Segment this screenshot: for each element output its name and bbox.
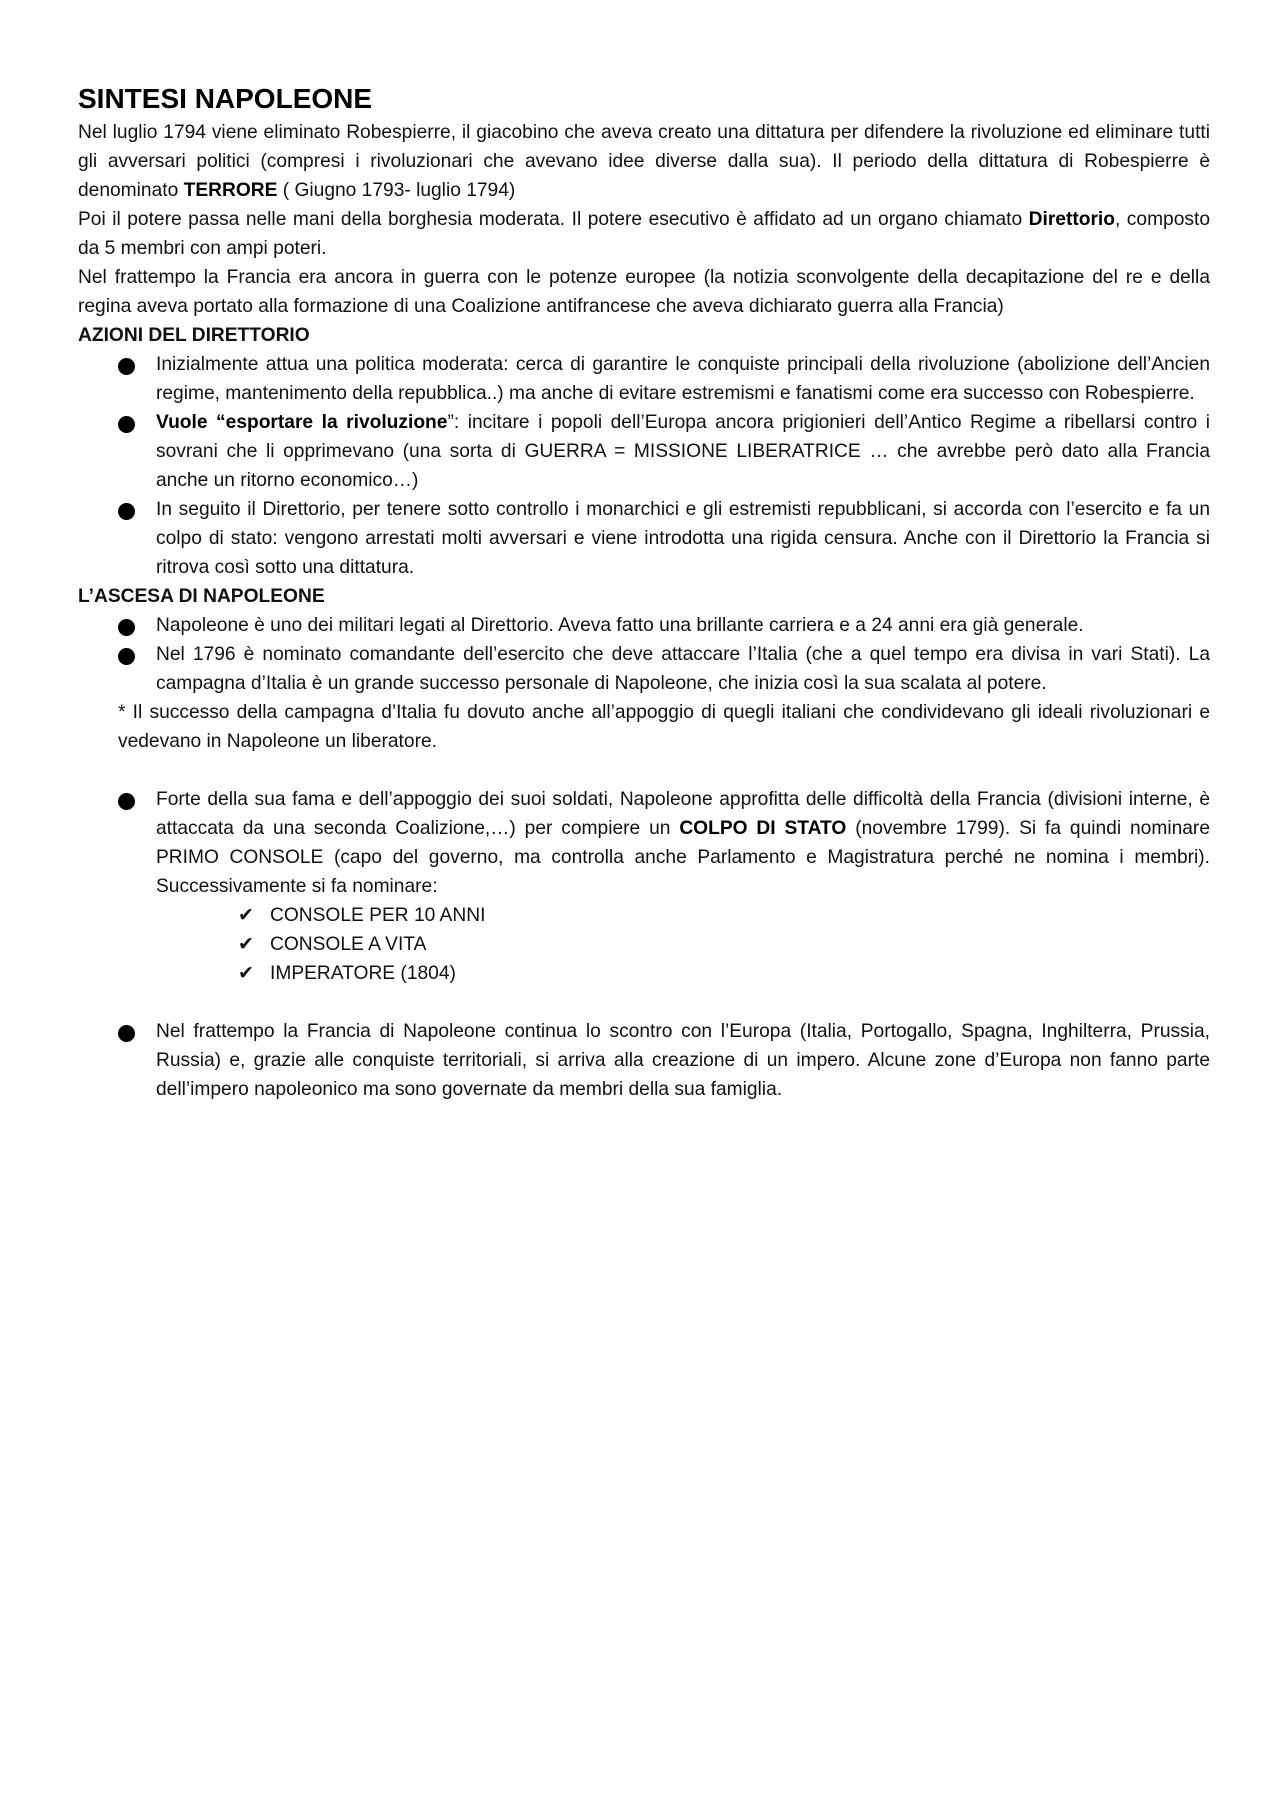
list-item: Napoleone è uno dei militari legati al Direttorio. Aveva fatto una brillante carriera e a 24 anni era già generale. [78, 611, 1210, 640]
list-item: Nel 1796 è nominato comandante dell’esercito che deve attaccare l’Italia (che a quel tempo era divisa in vari Stati). La campagna d’Italia è un grande successo personale di Napoleone, che inizia così la sua scalata al potere. [78, 640, 1210, 698]
list-item-text: ”: incitare i popoli dell’Europa ancora prigionieri dell’Antico Regime a ribellarsi contro i sovrani che li opprimevano (una sorta di GUERRA = MISSIONE LIBERATRICE … che avrebbe però dato alla Francia anche un ritorno economico…) [156, 412, 1210, 491]
esportare-term: Vuole “esportare la rivoluzione [156, 412, 448, 433]
ascesa-list-final [78, 1017, 1210, 1104]
spacer [78, 988, 1210, 1017]
list-item-text: Forte della sua fama e dell’appoggio dei suoi soldati, Napoleone approfitta delle difficoltà della Francia (divisioni interne, è attaccata da una seconda Coalizione,…) per compiere un [156, 789, 1210, 839]
section-heading-ascesa: L’ASCESA DI NAPOLEONE [78, 586, 325, 607]
list-item [78, 785, 1210, 901]
check-icon: ✔ [238, 962, 254, 984]
spacer [78, 756, 1210, 785]
intro-text: Nel luglio 1794 viene eliminato Robespierre, il giacobino che aveva creato una dittatura per difendere la rivoluzione ed eliminare tutti gli avversari politici (compresi i rivoluzionari che avevano idee diverse dalla sua). Il periodo della dittatura di Robespierre è denominato [78, 122, 1210, 201]
ascesa-list [78, 611, 1210, 698]
intro-dates: ( Giugno 1793- luglio 1794) [277, 180, 516, 201]
checklist-item [78, 901, 1210, 930]
checklist-item [78, 930, 1210, 959]
section-heading-azioni: AZIONI DEL DIRETTORIO [78, 325, 310, 346]
check-icon: ✔ [238, 933, 254, 955]
intro-paragraph-direttorio [78, 205, 1210, 263]
intro-text: , composto da 5 membri con ampi poteri. [78, 209, 1210, 259]
intro-text: Poi il potere passa nelle mani della borghesia moderata. Il potere esecutivo è affidato ad un organo chiamato [78, 209, 1029, 230]
document-page [78, 80, 1210, 1104]
titles-checklist [78, 901, 1210, 988]
list-item: Nel frattempo la Francia di Napoleone continua lo scontro con l’Europa (Italia, Portogallo, Spagna, Inghilterra, Prussia, Russia) e, grazie alle conquiste territoriali, si arriva alla creazione di un impero. Alcune zone d’Europa non fanno parte dell’impero napoleonico ma sono governate da membri della sua famiglia. [78, 1017, 1210, 1104]
checklist-label: CONSOLE A VITA [270, 934, 427, 955]
footnote: * Il successo della campagna d’Italia fu dovuto anche all’appoggio di quegli italiani che condividevano gli ideali rivoluzionari e vedevano in Napoleone un liberatore. [118, 702, 1210, 752]
page-title: SINTESI NAPOLEONE [78, 83, 373, 114]
list-item: In seguito il Direttorio, per tenere sotto controllo i monarchici e gli estremisti repubblicani, si accorda con l’esercito e fa un colpo di stato: vengono arrestati molti avversari e viene introdotta una rigida censura. Anche con il Direttorio la Francia si ritrova così sotto una dittatura. [78, 495, 1210, 582]
colpo-di-stato-term: COLPO DI STATO [679, 818, 847, 839]
terrore-term: TERRORE [183, 180, 278, 201]
list-item-text: (novembre 1799). Si fa quindi nominare PRIMO CONSOLE (capo del governo, ma controlla anche Parlamento e Magistratura perché ne nomina i membri). Successivamente si fa nominare: [156, 818, 1210, 897]
intro-paragraph-terrore [78, 118, 1210, 205]
ascesa-list-continued [78, 785, 1210, 901]
intro-paragraph-coalizione: Nel frattempo la Francia era ancora in guerra con le potenze europee (la notizia sconvolgente della decapitazione del re e della regina aveva portato alla formazione di una Coalizione antifrancese che aveva dichiarato guerra alla Francia) [78, 267, 1210, 317]
checklist-label: IMPERATORE (1804) [270, 963, 456, 984]
checklist-label: CONSOLE PER 10 ANNI [270, 905, 486, 926]
direttorio-term: Direttorio [1028, 209, 1115, 230]
list-item [78, 408, 1210, 495]
checklist-item [78, 959, 1210, 988]
azioni-list [78, 350, 1210, 582]
check-icon: ✔ [238, 904, 254, 926]
list-item: Inizialmente attua una politica moderata: cerca di garantire le conquiste principali della rivoluzione (abolizione dell’Ancien regime, mantenimento della repubblica..) ma anche di evitare estremismi e fanatismi come era successo con Robespierre. [78, 350, 1210, 408]
